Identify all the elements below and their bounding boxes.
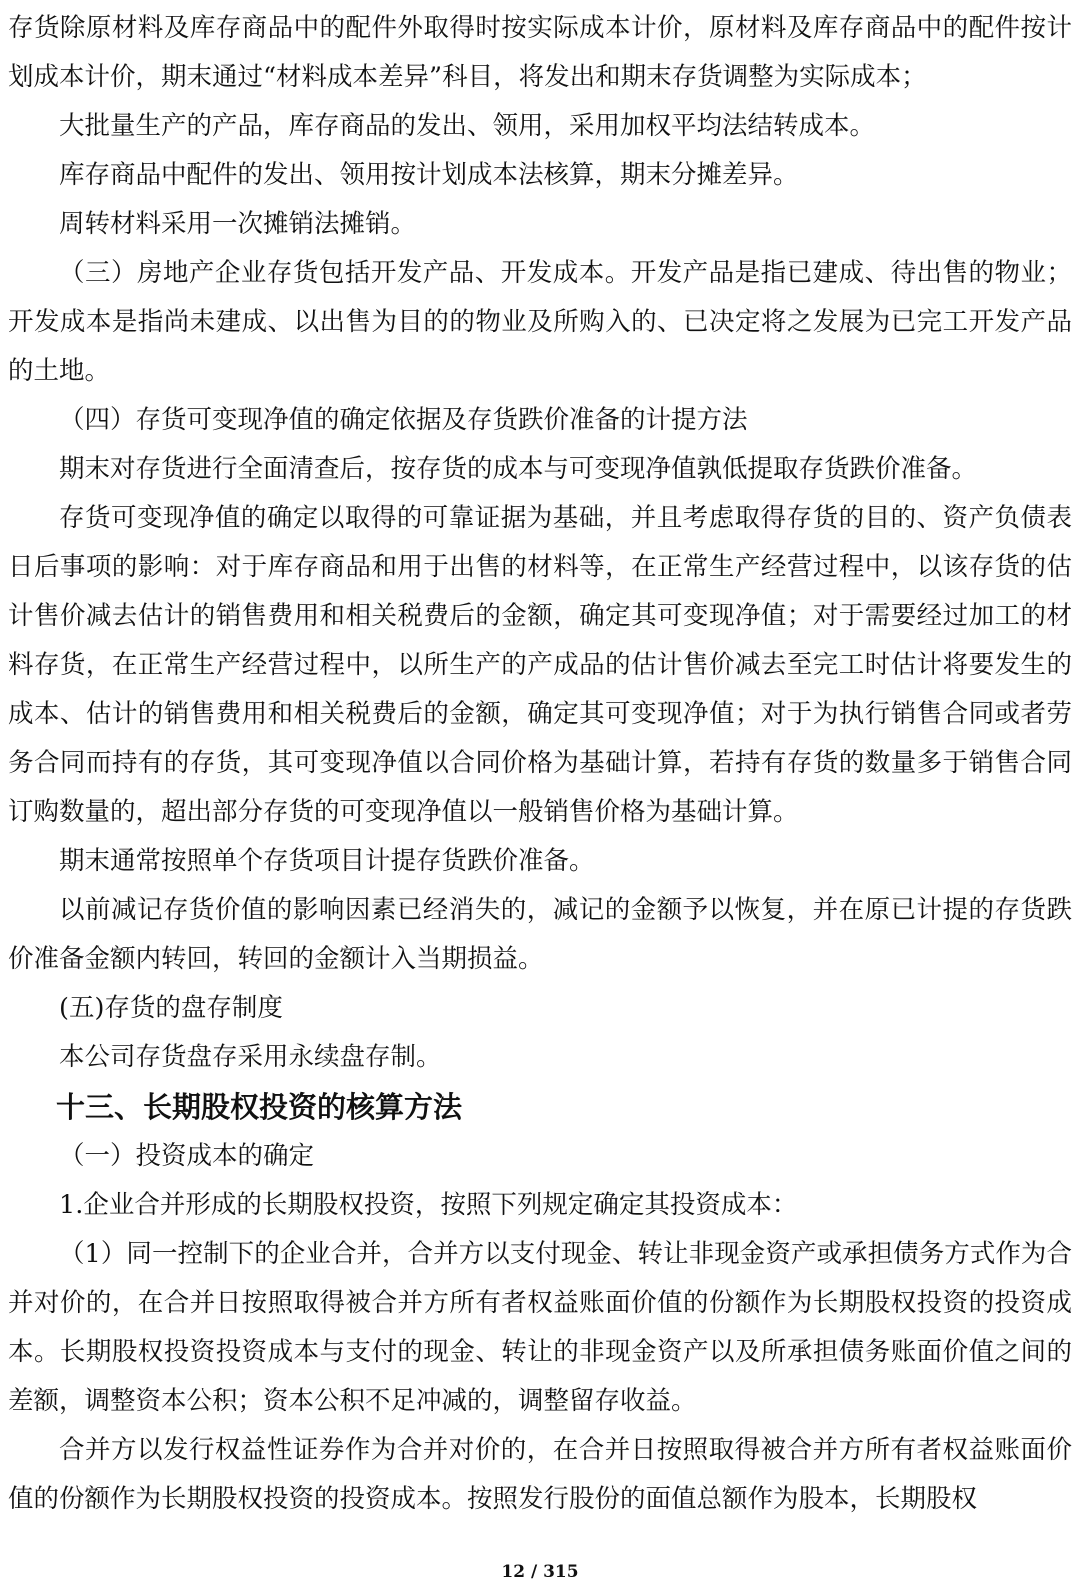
paragraph-inventory-costing: 存货除原材料及库存商品中的配件外取得时按实际成本计价，原材料及库存商品中的配件按计划成本计价，期末通过“材料成本差异”科目，将发出和期末存货调整为实际成本； [8, 13, 1072, 92]
subheading-inventory-system: (五)存货的盘存制度 [59, 993, 283, 1023]
page-number: 12 / 315 [501, 1562, 579, 1582]
paragraph-period-end-check: 期末对存货进行全面清查后，按存货的成本与可变现净值孰低提取存货跌价准备。 [59, 454, 978, 484]
paragraph-nrv-determination: 存货可变现净值的确定以取得的可靠证据为基础，并且考虑取得存货的目的、资产负债表日后事项的影响：对于库存商品和用于出售的材料等，在正常生产经营过程中，以该存货的估计售价减去估计的销售费用和相关税费后的金额，确定其可变现净值；对于需要经过加工的材料存货，在正常生产经营过程中，以所生产的产成品的估计售价减去至完工时估计将要发生的成本、估计的销售费用和相关税费后的金额，确定其可变现净值；对于为执行销售合同或者劳务合同而持有的存货，其可变现净值以合同价格为基础计算，若持有存货的数量多于销售合同订购数量的，超出部分存货的可变现净值以一般销售价格为基础计算。 [8, 503, 1072, 827]
section-heading-long-term-equity: 十三、长期股权投资的核算方法 [56, 1090, 463, 1124]
paragraph-perpetual-inventory: 本公司存货盘存采用永续盘存制。 [59, 1042, 442, 1072]
subheading-investment-cost: （一）投资成本的确定 [59, 1141, 315, 1171]
paragraph-parts-planned-cost: 库存商品中配件的发出、领用按计划成本法核算，期末分摊差异。 [59, 160, 799, 190]
paragraph-reversal: 以前减记存货价值的影响因素已经消失的，减记的金额予以恢复，并在原已计提的存货跌价准备金额内转回，转回的金额计入当期损益。 [8, 895, 1072, 974]
paragraph-weighted-average: 大批量生产的产品，库存商品的发出、领用，采用加权平均法结转成本。 [59, 111, 876, 141]
paragraph-equity-securities: 合并方以发行权益性证券作为合并对价的，在合并日按照取得被合并方所有者权益账面价值的份额作为长期股权投资的投资成本。按照发行股份的面值总额作为股本，长期股权 [8, 1435, 1072, 1514]
paragraph-single-item-provision: 期末通常按照单个存货项目计提存货跌价准备。 [59, 846, 595, 876]
paragraph-business-combination: 1.企业合并形成的长期股权投资，按照下列规定确定其投资成本： [59, 1190, 798, 1220]
paragraph-turnover-materials: 周转材料采用一次摊销法摊销。 [59, 209, 417, 239]
paragraph-common-control: （1）同一控制下的企业合并，合并方以支付现金、转让非现金资产或承担债务方式作为合并对价的，在合并日按照取得被合并方所有者权益账面价值的份额作为长期股权投资的投资成本。长期股权投资投资成本与支付的现金、转让的非现金资产以及所承担债务账面价值之间的差额，调整资本公积；资本公积不足冲减的，调整留存收益。 [8, 1239, 1072, 1416]
document-body [8, 4, 1072, 1524]
paragraph-real-estate-inventory: （三）房地产企业存货包括开发产品、开发成本。开发产品是指已建成、待出售的物业；开发成本是指尚未建成、以出售为目的的物业及所购入的、已决定将之发展为已完工开发产品的土地。 [8, 258, 1072, 386]
subheading-net-realizable-value: （四）存货可变现净值的确定依据及存货跌价准备的计提方法 [59, 405, 748, 435]
